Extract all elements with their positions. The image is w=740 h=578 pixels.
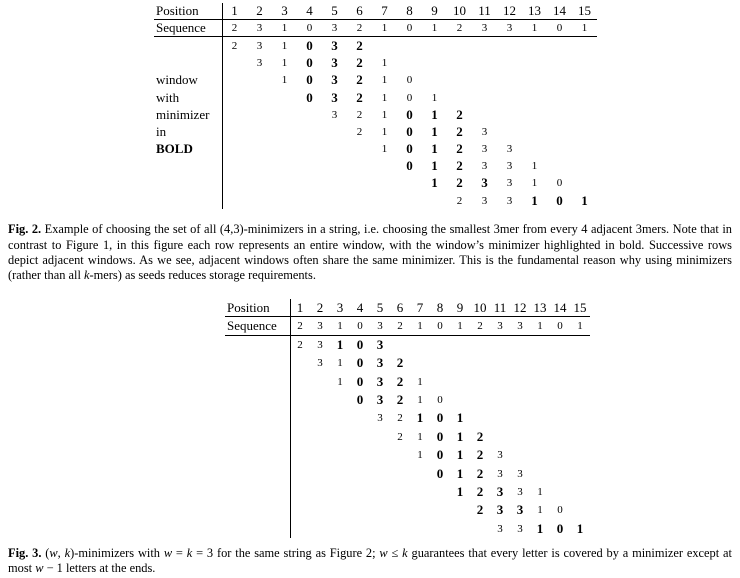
window-cell: 3 [256,39,263,52]
position-cell: 8 [406,3,413,19]
caption-text: = 3 for the same string as Figure 2; [192,545,380,560]
minimizer-cell: 2 [396,373,404,389]
window-cell: 1 [337,375,343,388]
window-cell: 0 [406,74,413,87]
minimizer-cell: 0 [406,158,413,174]
window-cell: 3 [377,412,383,425]
sequence-cell: 1 [337,319,343,332]
window-row [225,372,590,390]
window-cell: 3 [481,160,488,173]
caption-text: − 1 letters at the ends. [43,561,156,576]
sequence-cell: 3 [377,319,383,332]
minimizer-cell: 1 [456,483,464,499]
window-row [154,106,597,123]
window-row [154,158,597,175]
window-cell: 2 [456,194,463,207]
minimizer-cell: 3 [376,336,384,352]
sequence-cell: 2 [231,22,238,35]
minimizer-cell: 0 [436,465,444,481]
minimizer-cell: 1 [431,175,438,191]
position-cell: 7 [416,299,424,315]
minimizer-cell: 0 [406,106,413,122]
minimizer-cell: 1 [456,428,464,444]
sequence-row [154,20,597,37]
window-row [154,72,597,89]
minimizer-cell: 2 [456,175,463,191]
caption-fig-label: Fig. 3. [8,545,42,560]
minimizer-cell: 2 [356,72,363,88]
sequence-cell: 3 [331,22,338,35]
position-label: Position [156,3,199,19]
minimizer-cell: 0 [356,373,364,389]
window-cell: 3 [317,357,323,370]
caption-text: )-minimizers with [70,545,164,560]
window-cell: 1 [417,449,423,462]
position-cell: 5 [331,3,338,19]
sequence-cell: 1 [457,319,463,332]
window-cell: 1 [337,357,343,370]
window-row [154,37,597,54]
window-cell: 2 [397,430,403,443]
position-cell: 3 [336,299,344,315]
position-cell: 6 [356,3,363,19]
minimizer-cell: 1 [431,141,438,157]
position-cell: 3 [281,3,288,19]
minimizer-cell: 3 [376,392,384,408]
caption-text: w [49,545,58,560]
sequence-row [225,317,590,335]
window-cell: 1 [431,91,438,104]
position-cell: 5 [376,299,384,315]
window-cell: 1 [281,74,288,87]
caption-fig-label: Fig. 2. [8,222,42,237]
window-cell: 3 [517,522,523,535]
minimizer-cell: 3 [496,502,504,518]
window-row-label: in [156,123,167,139]
caption-text: w [379,545,388,560]
window-cell: 3 [331,108,338,121]
window-cell: 1 [381,91,388,104]
window-cell: 1 [381,108,388,121]
window-cell: 3 [497,449,503,462]
sequence-cell: 1 [431,22,438,35]
window-cell: 3 [481,194,488,207]
sequence-cell: 3 [317,319,323,332]
sequence-cell: 3 [506,22,513,35]
position-cell: 14 [553,299,567,315]
caption-text: k [186,545,193,560]
position-row [225,299,590,317]
window-cell: 1 [537,485,543,498]
window-cell: 1 [381,57,388,70]
position-cell: 1 [231,3,238,19]
position-cell: 11 [493,299,507,315]
position-cell: 9 [431,3,438,19]
position-cell: 10 [473,299,487,315]
caption-text: w [163,545,173,560]
window-cell: 1 [417,430,423,443]
fig2-table [154,3,597,209]
minimizer-cell: 0 [306,72,313,88]
window-row-label: window [156,72,198,88]
window-row-label: BOLD [156,141,193,157]
minimizer-cell: 2 [356,89,363,105]
minimizer-cell: 1 [581,192,588,208]
position-cell: 4 [306,3,313,19]
sequence-cell: 3 [256,22,263,35]
window-row [225,391,590,409]
sequence-cell: 1 [577,319,583,332]
minimizer-cell: 1 [536,520,544,536]
minimizer-cell: 1 [431,158,438,174]
minimizer-cell: 2 [356,55,363,71]
window-row [225,354,590,372]
window-row [225,446,590,464]
fig2-table-vertical-rule [222,3,223,209]
minimizer-cell: 2 [476,502,484,518]
sequence-cell: 1 [537,319,543,332]
sequence-cell: 1 [381,22,388,35]
minimizer-cell: 2 [456,123,463,139]
minimizer-cell: 0 [406,123,413,139]
window-cell: 3 [517,485,523,498]
window-cell: 1 [281,57,288,70]
window-cell: 2 [397,412,403,425]
window-cell: 3 [481,125,488,138]
fig3-table-vertical-rule [290,299,291,538]
minimizer-cell: 2 [396,392,404,408]
minimizer-cell: 0 [306,89,313,105]
sequence-cell: 3 [497,319,503,332]
window-cell: 2 [297,338,303,351]
minimizer-cell: 2 [476,428,484,444]
position-cell: 6 [396,299,404,315]
position-cell: 12 [503,3,516,19]
caption-text: k [64,545,71,560]
position-cell: 2 [316,299,324,315]
minimizer-cell: 0 [556,520,564,536]
position-cell: 14 [553,3,566,19]
caption-text: = [172,545,187,560]
position-cell: 15 [578,3,591,19]
window-cell: 1 [381,143,388,156]
sequence-cell: 1 [531,22,538,35]
caption-text: k [402,545,408,560]
sequence-cell: 0 [557,319,563,332]
position-cell: 2 [256,3,263,19]
window-cell: 3 [506,160,513,173]
minimizer-cell: 0 [356,336,364,352]
minimizer-cell: 0 [436,447,444,463]
minimizer-cell: 3 [496,483,504,499]
window-cell: 3 [497,467,503,480]
caption-text: , [57,545,65,560]
minimizer-cell: 1 [456,465,464,481]
window-cell: 0 [437,394,443,407]
caption-text: k [84,268,90,283]
minimizer-cell: 3 [376,355,384,371]
window-row [154,175,597,192]
window-cell: 2 [356,108,363,121]
minimizer-cell: 0 [436,428,444,444]
window-cell: 1 [417,394,423,407]
position-cell: 11 [478,3,491,19]
caption-text: -mers) as seeds reduces storage requirements. [89,268,316,283]
window-cell: 2 [231,39,238,52]
minimizer-cell: 3 [376,373,384,389]
caption-text: ≤ [387,545,403,560]
position-cell: 9 [456,299,464,315]
window-row [225,336,590,354]
minimizer-cell: 1 [431,106,438,122]
sequence-cell: 3 [481,22,488,35]
window-cell: 1 [381,125,388,138]
window-cell: 2 [356,125,363,138]
window-row [225,520,590,538]
window-cell: 0 [556,177,563,190]
minimizer-cell: 2 [456,158,463,174]
window-cell: 3 [517,467,523,480]
caption-text: guarantees that every letter is covered by a minimizer except at most [8,545,732,576]
caption-text: Example of choosing the set of all (4,3)-minimizers in a string, i.e. choosing the smallest 3mer from every 4 adjacent 3mers. Note that in contrast to Figure 1, in this figure each row represents an entire window, with the window’s minimizer highlighted in bold. Successive rows depict adjacent windows. As we see, adjacent windows often share the same minimizer. This is the fundamental reason why using minimizers (rather than all [8,222,732,283]
window-cell: 0 [406,91,413,104]
minimizer-cell: 0 [306,55,313,71]
window-row [154,123,597,140]
caption-text: w [35,561,44,576]
sequence-cell: 0 [406,22,413,35]
sequence-cell: 2 [397,319,403,332]
window-cell: 3 [506,194,513,207]
window-cell: 3 [481,143,488,156]
sequence-cell: 2 [477,319,483,332]
window-row [225,428,590,446]
sequence-cell: 0 [437,319,443,332]
caption-text: ( [41,545,50,560]
minimizer-cell: 0 [556,192,563,208]
sequence-label: Sequence [227,317,277,333]
window-row [225,483,590,501]
minimizer-cell: 2 [476,447,484,463]
window-row [154,192,597,209]
minimizer-cell: 0 [306,37,313,53]
window-row [154,141,597,158]
position-label: Position [227,299,270,315]
window-cell: 0 [557,504,563,517]
window-row-label: minimizer [156,106,210,122]
minimizer-cell: 2 [456,106,463,122]
minimizer-cell: 0 [356,392,364,408]
minimizer-cell: 1 [456,410,464,426]
minimizer-cell: 1 [416,410,424,426]
minimizer-cell: 2 [396,355,404,371]
minimizer-cell: 3 [331,55,338,71]
position-cell: 15 [573,299,587,315]
minimizer-cell: 0 [436,410,444,426]
window-cell: 3 [497,522,503,535]
window-row [225,501,590,519]
minimizer-cell: 3 [516,502,524,518]
sequence-cell: 2 [456,22,463,35]
minimizer-cell: 2 [476,465,484,481]
position-row [154,3,597,20]
sequence-cell: 1 [417,319,423,332]
sequence-cell: 0 [357,319,363,332]
minimizer-cell: 3 [331,89,338,105]
window-cell: 1 [417,375,423,388]
window-cell: 1 [531,160,538,173]
fig3-caption [8,546,732,577]
sequence-cell: 1 [581,22,588,35]
page [0,3,740,577]
position-cell: 12 [513,299,527,315]
window-cell: 3 [506,177,513,190]
minimizer-cell: 2 [456,141,463,157]
minimizer-cell: 1 [336,336,344,352]
sequence-cell: 3 [517,319,523,332]
minimizer-cell: 3 [331,72,338,88]
position-cell: 1 [296,299,304,315]
window-row [154,89,597,106]
window-cell: 3 [506,143,513,156]
position-cell: 10 [453,3,466,19]
minimizer-cell: 1 [431,123,438,139]
sequence-label: Sequence [156,20,206,36]
minimizer-cell: 0 [356,355,364,371]
window-row-label: with [156,89,180,105]
position-cell: 4 [356,299,364,315]
position-cell: 7 [381,3,388,19]
sequence-cell: 2 [297,319,303,332]
window-cell: 1 [381,74,388,87]
minimizer-cell: 1 [456,447,464,463]
sequence-cell: 1 [281,22,288,35]
minimizer-cell: 0 [406,141,413,157]
window-row [225,464,590,482]
position-cell: 13 [528,3,541,19]
window-row [225,409,590,427]
sequence-cell: 0 [556,22,563,35]
window-cell: 1 [531,177,538,190]
position-cell: 13 [533,299,547,315]
minimizer-cell: 2 [476,483,484,499]
position-cell: 8 [436,299,444,315]
sequence-cell: 2 [356,22,363,35]
minimizer-cell: 1 [531,192,538,208]
minimizer-cell: 3 [481,175,488,191]
sequence-cell: 0 [306,22,313,35]
fig3-table [225,299,590,538]
window-cell: 3 [256,57,263,70]
minimizer-cell: 1 [576,520,584,536]
minimizer-cell: 2 [356,37,363,53]
window-cell: 1 [537,504,543,517]
minimizer-cell: 3 [331,37,338,53]
window-cell: 1 [281,39,288,52]
fig2-caption [8,222,732,284]
window-cell: 3 [317,338,323,351]
window-row [154,55,597,72]
